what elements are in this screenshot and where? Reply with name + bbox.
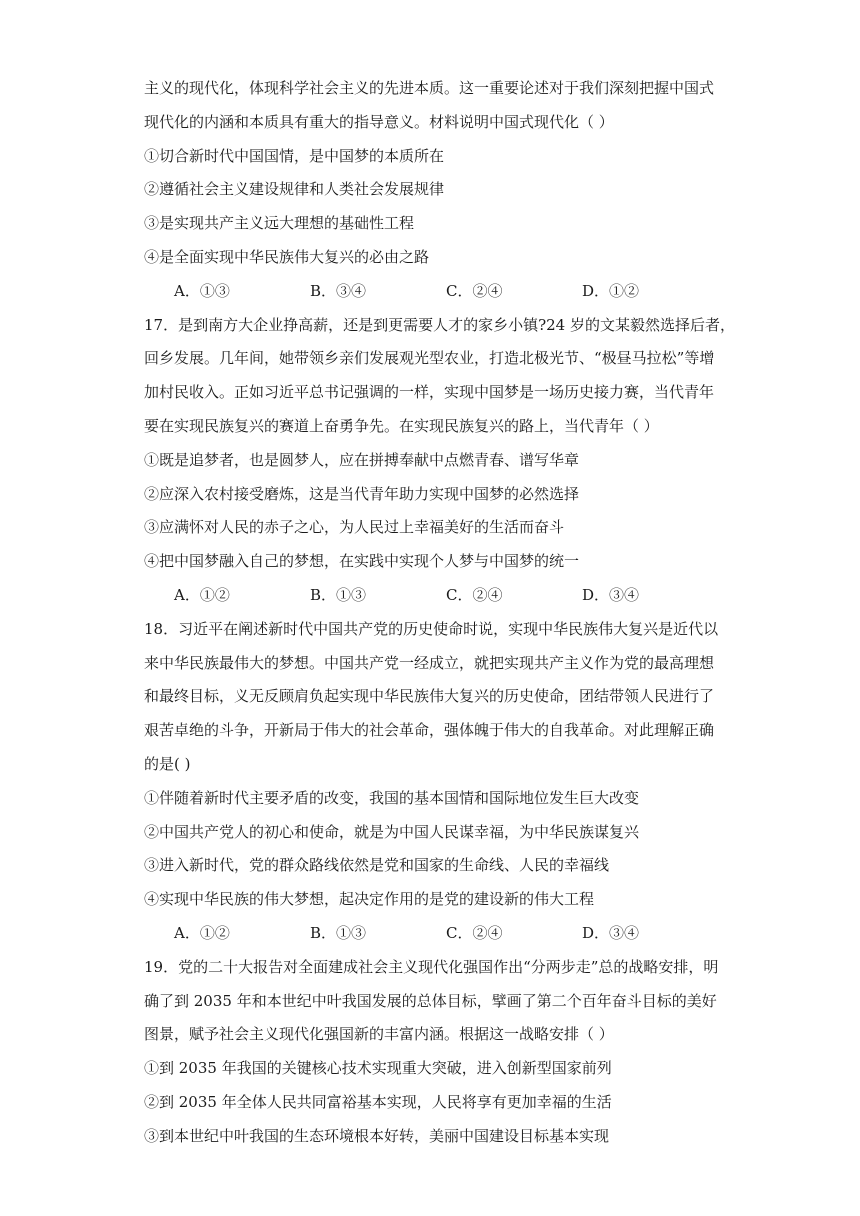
statement-3: ③应满怀对人民的赤子之心，为人民过上幸福美好的生活而奋斗 [144, 518, 565, 537]
question-stem-line: 18．习近平在阐述新时代中国共产党的历史使命时说，实现中华民族伟大复兴是近代以 [144, 619, 719, 638]
question-17 [144, 309, 735, 613]
statement-3: ③是实现共产主义远大理想的基础性工程 [144, 214, 415, 233]
statement-4: ④是全面实现中华民族伟大复兴的必由之路 [144, 247, 430, 266]
option-c: C．②④ [446, 923, 503, 942]
option-b: B．①③ [310, 923, 367, 942]
statement-1: ①伴随着新时代主要矛盾的改变，我国的基本国情和国际地位发生巨大改变 [144, 788, 640, 807]
option-d: D．①② [582, 281, 640, 300]
statement-3: ③到本世纪中叶我国的生态环境根本好转，美丽中国建设目标基本实现 [144, 1126, 610, 1145]
question-stem-line: 要在实现民族复兴的赛道上奋勇争先。在实现民族复兴的路上，当代青年（ ） [144, 416, 659, 435]
question-stem-line: 19．党的二十大报告对全面建成社会主义现代化强国作出“分两步走”总的战略安排，明 [144, 957, 719, 976]
question-stem-line: 来中华民族最伟大的梦想。中国共产党一经成立，就把实现共产主义作为党的最高理想 [144, 653, 715, 672]
question-stem-line: 主义的现代化，体现科学社会主义的先进本质。这一重要论述对于我们深刻把握中国式 [144, 79, 715, 97]
answer-options [144, 275, 720, 309]
question-stem-line: 现代化的内涵和本质具有重大的指导意义。材料说明中国式现代化（ ） [144, 112, 614, 131]
statement-2: ②遵循社会主义建设规律和人类社会发展规律 [144, 180, 445, 199]
question-16 [144, 72, 720, 309]
option-b: B．③④ [310, 281, 367, 300]
question-18 [144, 613, 720, 951]
statement-2: ②到 2035 年全体人民共同富裕基本实现，人民将享有更加幸福的生活 [144, 1092, 612, 1111]
option-a: A．①② [174, 585, 230, 604]
answer-options [144, 579, 720, 613]
question-stem-line: 和最终目标，义无反顾肩负起实现中华民族伟大复兴的历史使命，团结带领人民进行了 [144, 687, 715, 706]
statement-2: ②应深入农村接受磨炼，这是当代青年助力实现中国梦的必然选择 [144, 484, 580, 503]
question-19 [144, 951, 720, 1154]
question-stem-line: 艰苦卓绝的斗争，开新局于伟大的社会革命，强体魄于伟大的自我革命。对此理解正确 [144, 721, 715, 740]
statement-2: ②中国共产党人的初心和使命，就是为中国人民谋幸福，为中华民族谋复兴 [144, 822, 640, 841]
option-a: A．①③ [174, 281, 230, 300]
statement-1: ①到 2035 年我国的关键核心技术实现重大突破，进入创新型国家前列 [144, 1059, 612, 1078]
option-c: C．②④ [446, 585, 503, 604]
question-stem-line: 确了到 2035 年和本世纪中叶我国发展的总体目标，擘画了第二个百年奋斗目标的美好 [144, 991, 717, 1010]
option-d: D．③④ [582, 585, 640, 604]
statement-3: ③进入新时代，党的群众路线依然是党和国家的生命线、人民的幸福线 [144, 856, 610, 875]
statement-1: ①切合新时代中国国情，是中国梦的本质所在 [144, 146, 445, 165]
question-stem-line: 加村民收入。正如习近平总书记强调的一样，实现中国梦是一场历史接力赛，当代青年 [144, 383, 715, 402]
question-stem-line: 17．是到南方大企业挣高薪，还是到更需要人才的家乡小镇?24 岁的文某毅然选择后者， [144, 315, 735, 334]
option-c: C．②④ [446, 281, 503, 300]
answer-options [144, 917, 720, 951]
exam-page [144, 72, 735, 1154]
option-d: D．③④ [582, 923, 640, 942]
option-b: B．①③ [310, 585, 367, 604]
question-stem-line: 图景，赋予社会主义现代化强国新的丰富内涵。根据这一战略安排（ ） [144, 1025, 614, 1044]
option-a: A．①② [174, 923, 230, 942]
question-stem-line: 的是( ) [144, 754, 191, 773]
statement-1: ①既是追梦者，也是圆梦人，应在拼搏奉献中点燃青春、谱写华章 [144, 450, 580, 469]
statement-4: ④实现中华民族的伟大梦想，起决定作用的是党的建设新的伟大工程 [144, 890, 595, 909]
statement-4: ④把中国梦融入自己的梦想，在实践中实现个人梦与中国梦的统一 [144, 552, 580, 571]
question-stem-line: 回乡发展。几年间，她带领乡亲们发展观光型农业，打造北极光节、“极昼马拉松”等增 [144, 349, 715, 368]
